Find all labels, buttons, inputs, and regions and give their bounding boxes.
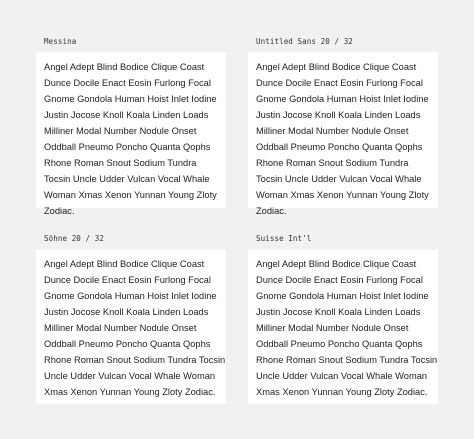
specimen-line: Rhone Roman Snout Sodium Tundra Tocsin: [256, 355, 438, 365]
specimen-line: Uncle Udder Vulcan Vocal Whale Woman: [256, 371, 428, 381]
specimen-line: Rhone Roman Snout Sodium Tundra Tocsin: [44, 355, 226, 365]
specimen-line: Dunce Docile Enact Eosin Furlong Focal: [256, 78, 423, 88]
specimen-line: Justin Jocose Knoll Koala Linden Loads: [44, 110, 209, 120]
specimen-line: Dunce Docile Enact Eosin Furlong Focal: [256, 275, 423, 285]
specimen-line: Xmas Xenon Yunnan Young Zloty Zodiac.: [256, 387, 428, 397]
specimen-line: Dunce Docile Enact Eosin Furlong Focal: [44, 275, 211, 285]
specimen-text: [256, 59, 429, 219]
specimen-line: Rhone Roman Snout Sodium Tundra: [44, 158, 197, 168]
specimen-line: Oddball Pneumo Poncho Quanta Qophs: [44, 339, 211, 349]
font-name-label: Suisse Int'l: [256, 234, 312, 243]
specimen-line: Oddball Pneumo Poncho Quanta Qophs: [256, 142, 423, 152]
font-name-label: Messina: [44, 37, 77, 46]
specimen-line: Gnome Gondola Human Hoist Inlet Iodine: [256, 94, 429, 104]
specimen-text: [44, 256, 225, 400]
specimen-line: Woman Xmas Xenon Yunnan Young Zloty: [256, 190, 429, 200]
font-name-label: Untitled Sans 20 / 32: [256, 37, 353, 46]
specimen-line: Uncle Udder Vulcan Vocal Whale Woman: [44, 371, 216, 381]
specimen-line: Justin Jocose Knoll Koala Linden Loads: [44, 307, 209, 317]
specimen-line: Angel Adept Blind Bodice Clique Coast: [256, 62, 417, 72]
specimen-line: Milliner Modal Number Nodule Onset: [44, 126, 197, 136]
specimen-line: Tocsin Uncle Udder Vulcan Vocal Whale: [44, 174, 210, 184]
specimen-line: Tocsin Uncle Udder Vulcan Vocal Whale: [256, 174, 422, 184]
specimen-line: Gnome Gondola Human Hoist Inlet Iodine: [256, 291, 429, 301]
specimen-line: Rhone Roman Snout Sodium Tundra: [256, 158, 409, 168]
specimen-line: Angel Adept Blind Bodice Clique Coast: [44, 62, 205, 72]
specimen-line: Milliner Modal Number Nodule Onset: [44, 323, 197, 333]
specimen-line: Woman Xmas Xenon Yunnan Young Zloty: [44, 190, 217, 200]
specimen-line: Milliner Modal Number Nodule Onset: [256, 126, 409, 136]
specimen-line: Oddball Pneumo Poncho Quanta Qophs: [256, 339, 423, 349]
font-name-label: Söhne 20 / 32: [44, 234, 104, 243]
specimen-line: Gnome Gondola Human Hoist Inlet Iodine: [44, 291, 217, 301]
specimen-line: Oddball Pneumo Poncho Quanta Qophs: [44, 142, 211, 152]
specimen-text: [256, 256, 437, 400]
specimen-line: Zodiac.: [256, 206, 287, 216]
specimen-line: Justin Jocose Knoll Koala Linden Loads: [256, 307, 421, 317]
specimen-line: Dunce Docile Enact Eosin Furlong Focal: [44, 78, 211, 88]
specimen-line: Milliner Modal Number Nodule Onset: [256, 323, 409, 333]
specimen-line: Justin Jocose Knoll Koala Linden Loads: [256, 110, 421, 120]
specimen-line: Xmas Xenon Yunnan Young Zloty Zodiac.: [44, 387, 216, 397]
specimen-line: Angel Adept Blind Bodice Clique Coast: [44, 259, 205, 269]
specimen-line: Zodiac.: [44, 206, 75, 216]
specimen-line: Angel Adept Blind Bodice Clique Coast: [256, 259, 417, 269]
specimen-text: [44, 59, 217, 219]
specimen-line: Gnome Gondola Human Hoist Inlet Iodine: [44, 94, 217, 104]
